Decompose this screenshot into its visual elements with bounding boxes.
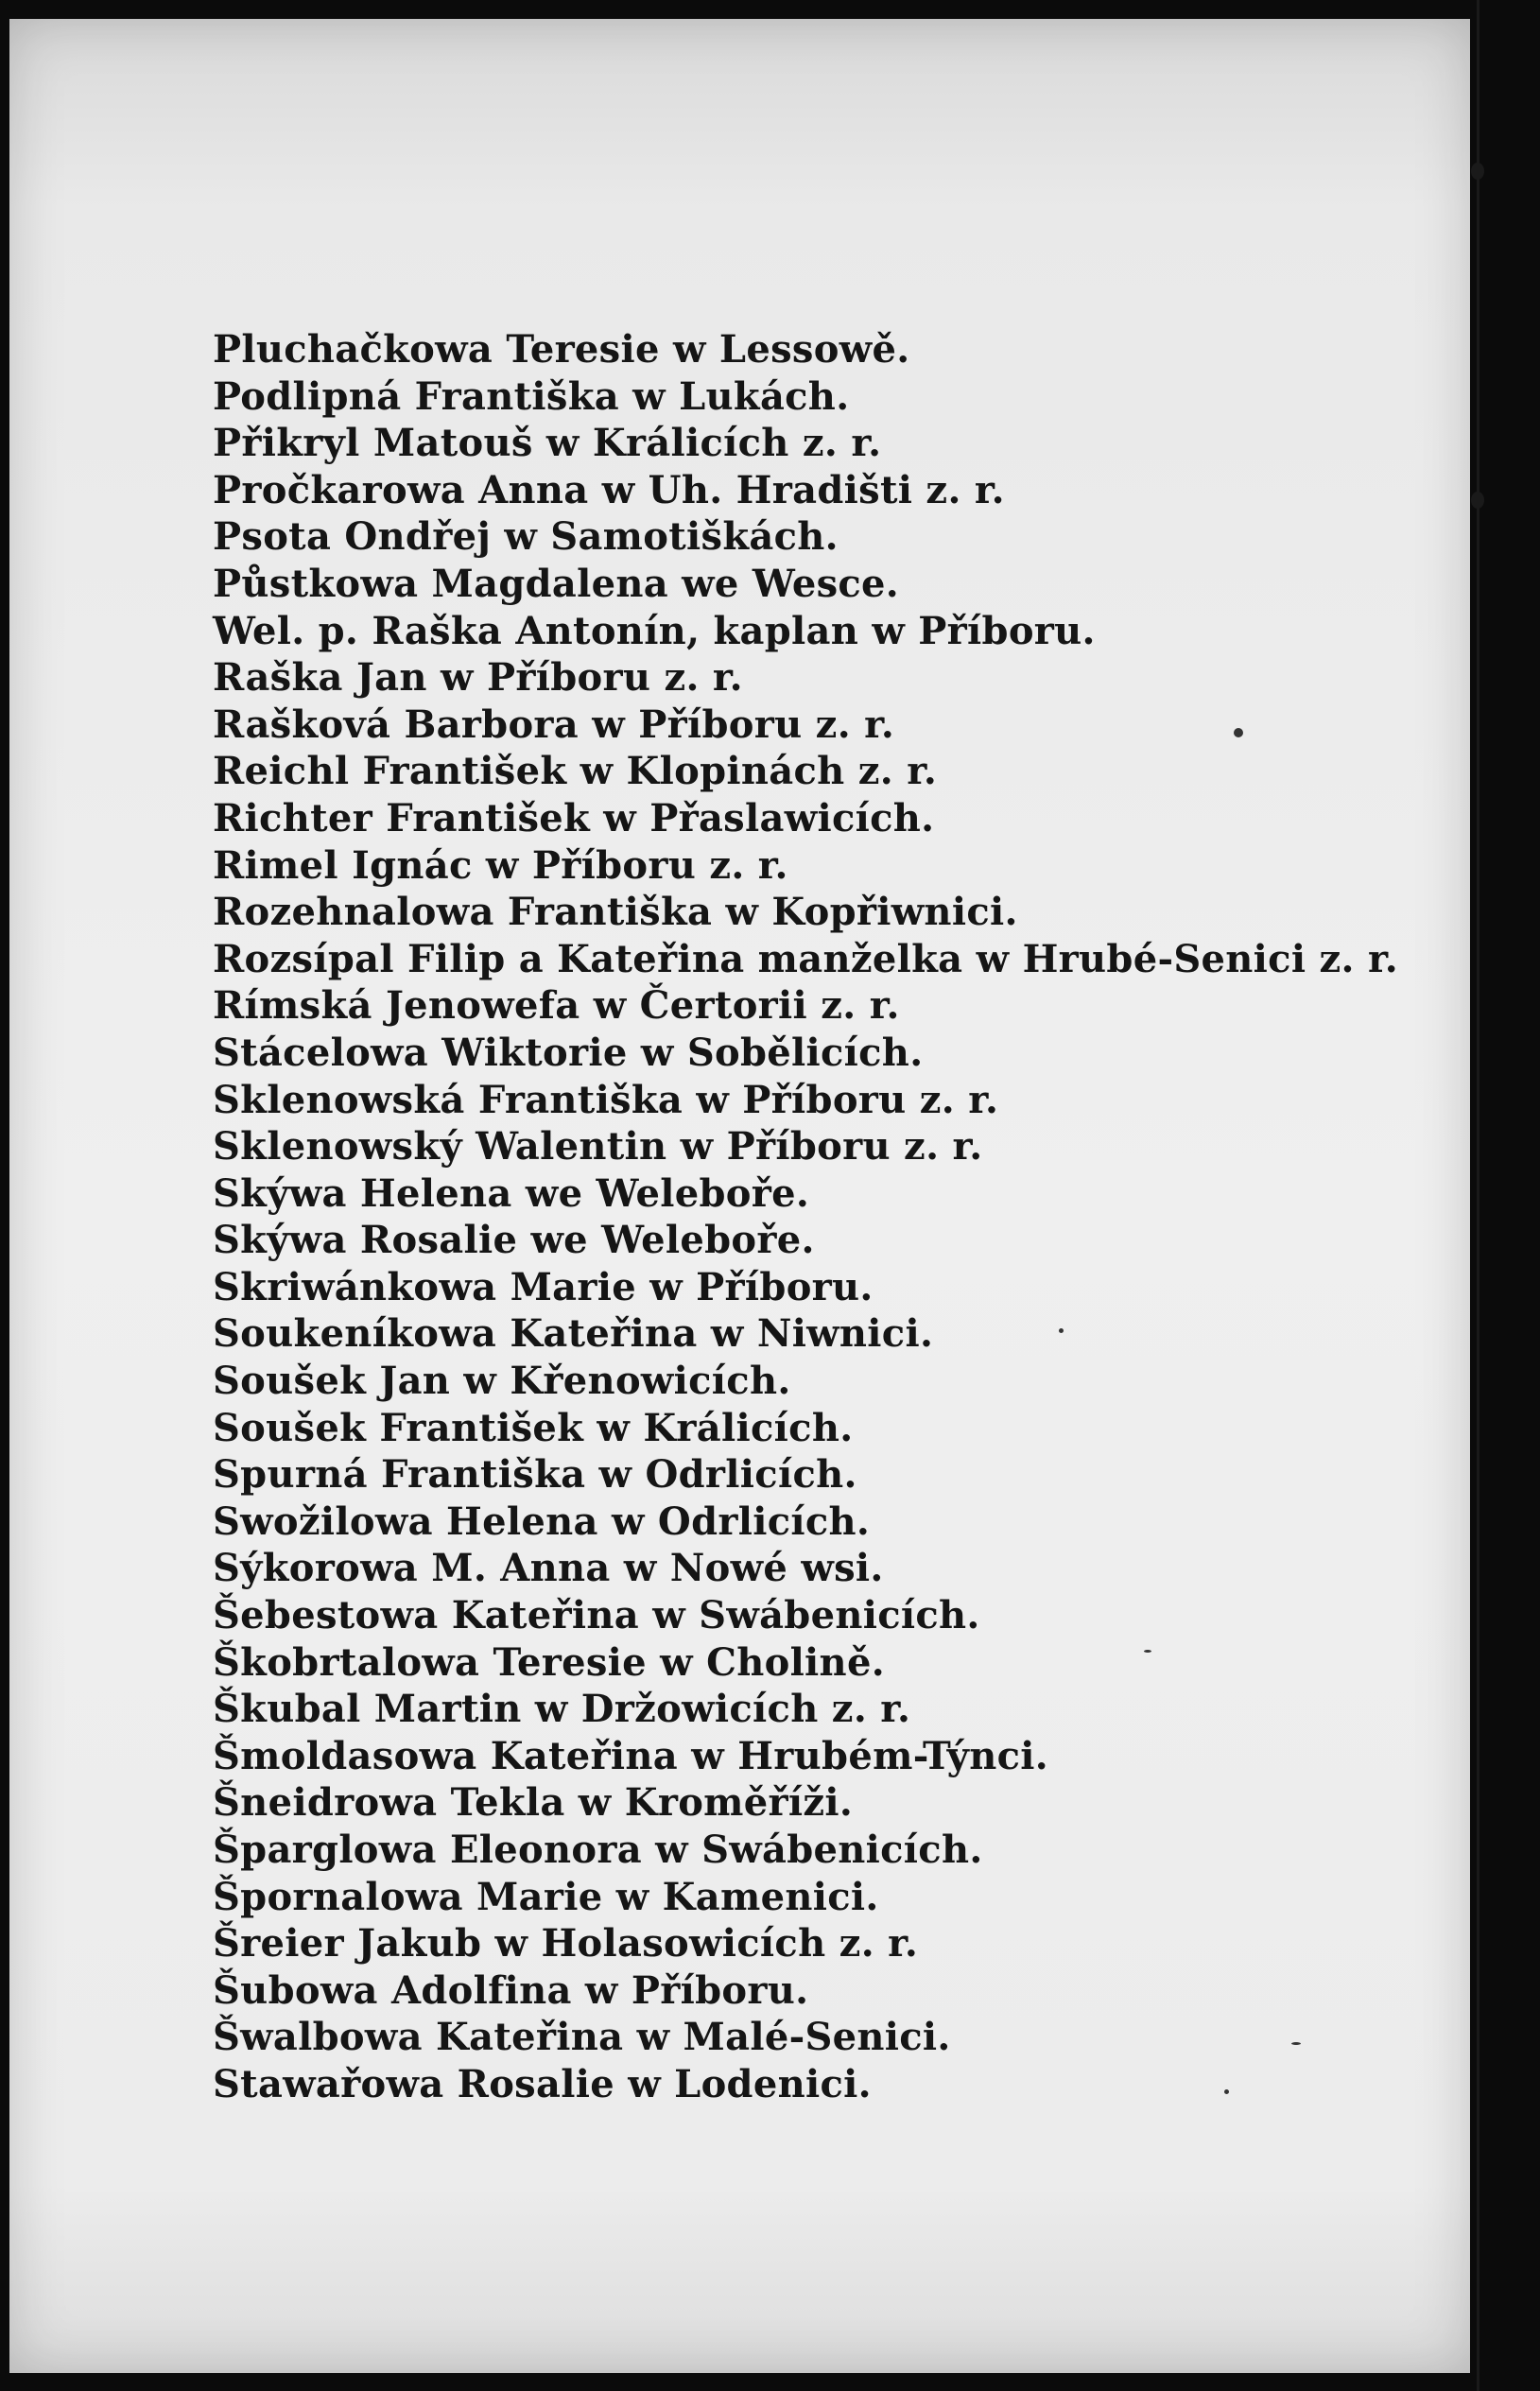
list-item: Šwalbowa Kateřina w Malé-Senici. — [213, 2015, 951, 2060]
list-item: Wel. p. Raška Antonín, kaplan w Příboru. — [213, 608, 1096, 653]
list-item: Sklenowská Františka w Příboru z. r. — [213, 1077, 999, 1122]
list-item: Rímská Jenowefa w Čertorii z. r. — [213, 983, 900, 1029]
list-item: Spurná Františka w Odrlicích. — [213, 1452, 857, 1498]
binding-dot — [1471, 492, 1484, 509]
list-item: Šreier Jakub w Holasowicích z. r. — [213, 1921, 919, 1967]
page-scan — [9, 19, 1470, 2373]
list-item: Richter František w Přaslawicích. — [213, 795, 935, 840]
list-item: Šneidrowa Tekla w Kroměříži. — [213, 1780, 854, 1826]
list-item: Pluchačkowa Teresie w Lessowě. — [213, 327, 910, 372]
list-item: Šubowa Adolfina w Příboru. — [213, 1967, 809, 2013]
binding-edge — [1477, 0, 1479, 2391]
list-item: Přikryl Matouš w Králicích z. r. — [213, 421, 882, 466]
list-item: Raška Jan w Příboru z. r. — [213, 655, 743, 701]
list-item: Podlipná Františka w Lukách. — [213, 373, 850, 419]
name-list — [213, 326, 1398, 2108]
list-item: Půstkowa Magdalena we Wesce. — [213, 561, 900, 606]
list-item: Soukeníkowa Kateřina w Niwnici. — [213, 1311, 934, 1357]
list-item: Šebestowa Kateřina w Swábenicích. — [213, 1593, 980, 1638]
list-item: Reichl František w Klopinách z. r. — [213, 749, 938, 794]
list-item: Sýkorowa M. Anna w Nowé wsi. — [213, 1546, 884, 1591]
list-item: Rimel Ignác w Příboru z. r. — [213, 842, 788, 888]
list-item: Skýwa Helena we Weleboře. — [213, 1170, 810, 1216]
list-item: Šmoldasowa Kateřina w Hrubém-Týnci. — [213, 1733, 1048, 1778]
list-item: Soušek Jan w Křenowicích. — [213, 1359, 791, 1404]
list-item: Soušek František w Králicích. — [213, 1405, 854, 1450]
binding-dot — [1471, 163, 1484, 180]
list-item: Rozsípal Filip a Kateřina manželka w Hrubé-Senici z. r. — [213, 936, 1398, 981]
list-item: Rašková Barbora w Příboru z. r. — [213, 702, 895, 747]
list-item: Stácelowa Wiktorie w Sobělicích. — [213, 1030, 924, 1075]
list-item: Stawařowa Rosalie w Lodenici. — [213, 2061, 872, 2106]
list-item: Škubal Martin w Držowicích z. r. — [213, 1687, 911, 1732]
list-item: Pročkarowa Anna w Uh. Hradišti z. r. — [213, 467, 1005, 512]
list-item: Špornalowa Marie w Kamenici. — [213, 1874, 879, 1919]
list-item: Skriwánkowa Marie w Příboru. — [213, 1264, 874, 1309]
list-item: Rozehnalowa Františka w Kopřiwnici. — [213, 890, 1018, 935]
list-item: Swožilowa Helena w Odrlicích. — [213, 1499, 871, 1544]
list-item: Psota Ondřej w Samotiškách. — [213, 514, 839, 560]
list-item: Škobrtalowa Teresie w Cholině. — [213, 1639, 885, 1685]
list-item: Sklenowský Walentin w Příboru z. r. — [213, 1124, 983, 1170]
list-item: Šparglowa Eleonora w Swábenicích. — [213, 1828, 983, 1872]
list-item: Skýwa Rosalie we Weleboře. — [213, 1218, 815, 1263]
